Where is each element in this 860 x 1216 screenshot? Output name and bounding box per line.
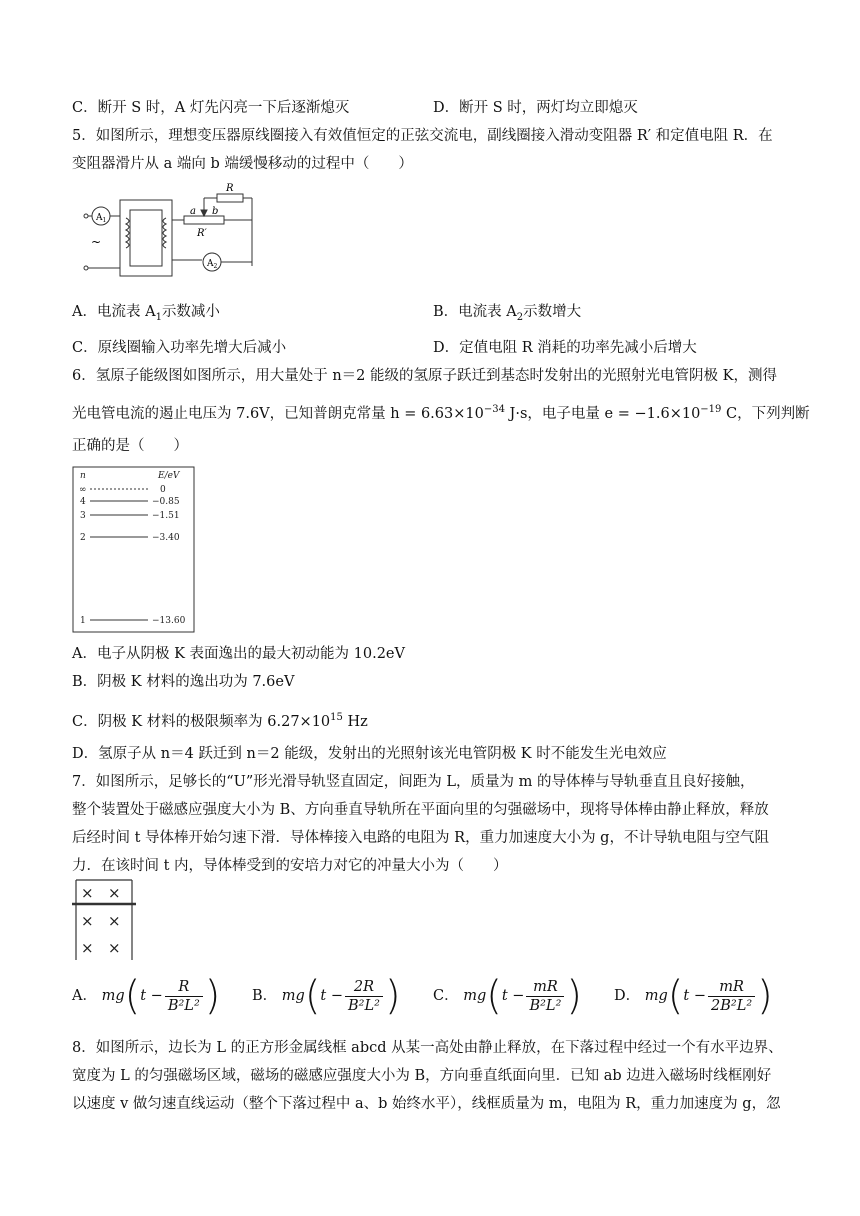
q7-u-rail-magnetic-field-figure bbox=[70, 876, 140, 962]
level-4-n: 4 bbox=[80, 497, 86, 507]
level-1-e: −13.60 bbox=[152, 616, 186, 626]
q5-figure-a1-label: $A_1$ bbox=[96, 213, 107, 224]
q5-figure-a2-label: $A_2$ bbox=[207, 259, 218, 270]
q6-option-c: C．阴极 K 材料的极限频率为 $6.27\times 10^{15}$ Hz bbox=[72, 712, 368, 730]
q8-stem-line3: 以速度 v 做匀速直线运动（整个下落过程中 a、b 始终水平），线框质量为 m，电阻为 R，重力加速度为 g，忽 bbox=[72, 1096, 781, 1112]
q6-option-b: B．阴极 K 材料的逸出功为 7.6eV bbox=[72, 674, 295, 690]
q7-option-b: B． mg(t − $\frac{2R}{\text{B²L²}}$ ) bbox=[252, 973, 401, 1019]
q5-figure-rp-label: R′ bbox=[197, 228, 207, 239]
q5-figure-a-label: a bbox=[190, 206, 196, 217]
q7-stem-line2: 整个装置处于磁感应强度大小为 B、方向垂直导轨所在平面向里的匀强磁场中，现将导体棒由静止释放，释放 bbox=[72, 802, 769, 818]
q6-energy-level-diagram bbox=[72, 466, 196, 634]
level-3-n: 3 bbox=[80, 511, 86, 521]
field-x-2: × bbox=[108, 884, 121, 902]
q8-stem-line2: 宽度为 L 的匀强磁场区域，磁场的磁感应强度大小为 B，方向垂直纸面向里．已知 ab 边进入磁场时线框刚好 bbox=[72, 1068, 772, 1084]
field-x-5: × bbox=[81, 939, 94, 957]
q4-option-d: D．断开 S 时，两灯均立即熄灭 bbox=[433, 100, 638, 116]
q6-stem-line2: 光电管电流的遏止电压为 7.6V，已知普朗克常量 $h = 6.63\times 10^{-34}$ J·s，电子电量 $e = -1.6\times 10^{-19}$ C，下列判断 bbox=[72, 404, 810, 422]
q7-option-a: A． mg(t − $\frac{R}{\text{B²L²}}$ ) bbox=[72, 973, 221, 1019]
q5-transformer-circuit-figure bbox=[76, 180, 276, 280]
q6-option-a: A．电子从阴极 K 表面逸出的最大初动能为 10.2eV bbox=[72, 646, 405, 662]
field-x-4: × bbox=[108, 912, 121, 930]
level-inf-n: ∞ bbox=[79, 485, 87, 495]
level-2-n: 2 bbox=[80, 533, 86, 543]
q4-option-c: C．断开 S 时，A 灯先闪亮一下后逐渐熄灭 bbox=[72, 100, 350, 116]
q7-stem-line1: 7．如图所示，足够长的“U”形光滑导轨竖直固定，间距为 L，质量为 m 的导体棒与导轨垂直且良好接触， bbox=[72, 774, 755, 790]
q5-option-c: C．原线圈输入功率先增大后减小 bbox=[72, 340, 287, 356]
field-x-1: × bbox=[81, 884, 94, 902]
q5-stem-line1: 5．如图所示，理想变压器原线圈接入有效值恒定的正弦交流电，副线圈接入滑动变阻器 R′ 和定值电阻 R．在 bbox=[72, 128, 773, 144]
diagram-n-header: n bbox=[80, 471, 86, 481]
q5-figure-b-label: b bbox=[212, 206, 219, 217]
q7-stem-line4: 力．在该时间 t 内，导体棒受到的安培力对它的冲量大小为（ ） bbox=[72, 858, 508, 874]
q6-stem-line3: 正确的是（ ） bbox=[72, 438, 188, 454]
q5-figure-r-label: R bbox=[226, 183, 234, 194]
level-4-e: −0.85 bbox=[152, 497, 180, 507]
q7-option-d: D． mg(t − $\frac{mR}{\text{2B²L²}}$ ) bbox=[614, 973, 773, 1019]
level-3-e: −1.51 bbox=[152, 511, 180, 521]
q7-stem-line3: 后经时间 t 导体棒开始匀速下滑．导体棒接入电路的电阻为 R，重力加速度大小为 g，不计导轨电阻与空气阻 bbox=[72, 830, 769, 846]
q7-option-c: C． mg(t − $\frac{mR}{\text{B²L²}}$ ) bbox=[433, 973, 582, 1019]
level-1-n: 1 bbox=[80, 616, 86, 626]
q6-stem-line1: 6．氢原子能级图如图所示，用大量处于 n＝2 能级的氢原子跃迁到基态时发射出的光照射光电管阴极 K，测得 bbox=[72, 368, 777, 384]
q5-stem-line2: 变阻器滑片从 a 端向 b 端缓慢移动的过程中（ ） bbox=[72, 156, 413, 172]
q5-option-a: A．电流表 $A_1$示数减小 bbox=[72, 304, 220, 323]
level-inf-e: 0 bbox=[160, 485, 166, 495]
q5-figure-tilde: ~ bbox=[91, 235, 102, 249]
level-2-e: −3.40 bbox=[152, 533, 180, 543]
field-x-3: × bbox=[81, 912, 94, 930]
field-x-6: × bbox=[108, 939, 121, 957]
diagram-e-header: E/eV bbox=[158, 471, 180, 481]
q8-stem-line1: 8．如图所示，边长为 L 的正方形金属线框 abcd 从某一高处由静止释放，在下落过程中经过一个有水平边界、 bbox=[72, 1040, 783, 1056]
q6-option-d: D．氢原子从 n＝4 跃迁到 n＝2 能级，发射出的光照射该光电管阴极 K 时不能发生光电效应 bbox=[72, 746, 667, 762]
q5-option-d: D．定值电阻 R 消耗的功率先减小后增大 bbox=[433, 340, 697, 356]
q5-option-b: B．电流表 $A_2$示数增大 bbox=[433, 304, 582, 323]
